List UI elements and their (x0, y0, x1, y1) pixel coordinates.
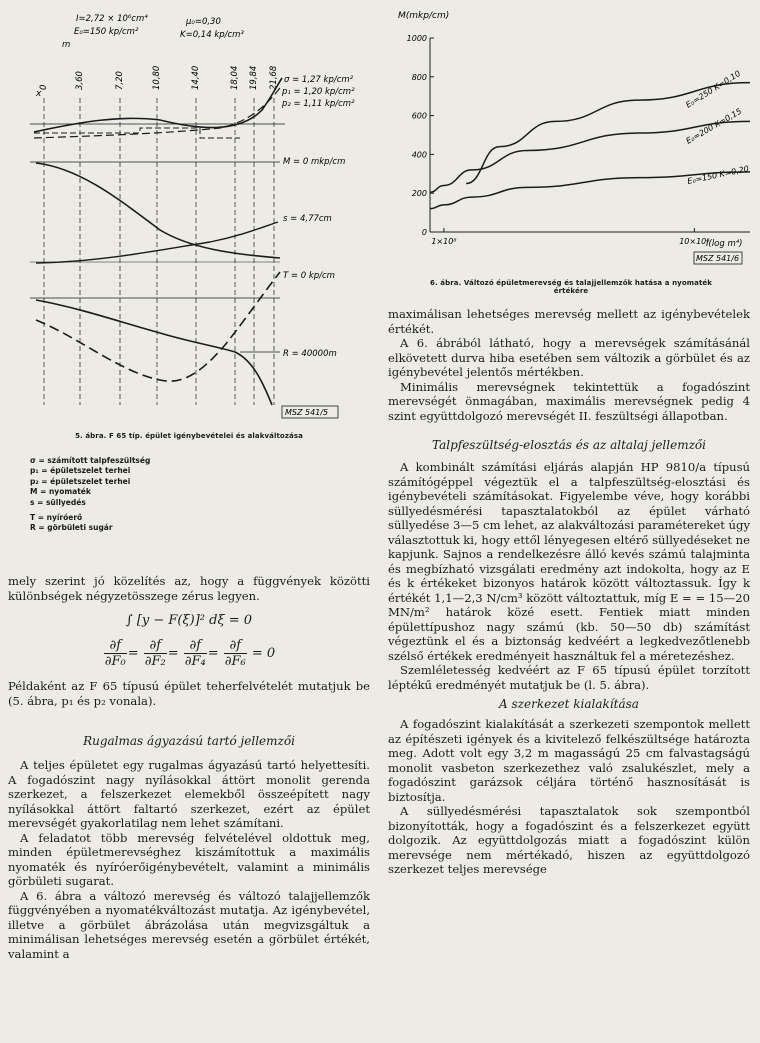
shear-curve (36, 300, 272, 405)
moment-curve (36, 163, 280, 258)
param-modulus: E₀=150 kp/cm² (74, 27, 139, 37)
legend-item: M = nyomaték (30, 487, 91, 497)
label-radius: R = 40000m (283, 349, 337, 359)
paragraph: A 6. ábra a változó merevség és változó talajjellemzők függvényében a nyomatékváltozást mutatja. Az igénybevétel, illetve a görbület ábrázolása után megvizsgáltuk a minimálisan lehetséges merevség esetén a görbület értékét, valamint a (8, 888, 370, 961)
x-tick-label: 10×10⁸ (679, 237, 710, 246)
paragraph: Szemléletesség kedvéért az F 65 típusú épület torzított léptékű eredményét mutatjuk be (l. 5. ábra). (388, 663, 750, 692)
series-label-1: E₀=250 K=0,10 (684, 68, 743, 110)
label-shear: T = 0 kp/cm (283, 271, 335, 281)
paragraph: A kombinált számítási eljárás alapján HP 9810/a típusú számítógéppel végeztük el a talpfeszültség-elosztási és igénybevételi számításokat. Figyelembe véve, hogy korábbi süllyedésmérési tapasztalatokból az épület várható süllyedése 3—5 cm lehet, az alakváltozási paramétereket úgy választottuk ki, hogy ettől lényegesen eltérő süllyedéseket ne kapjunk. Sajnos a rendelkezésre álló kevés számú talajminta és megbízható vizsgálati eredmény azt indokolta, hogy az E és k értékeket bizonyos határok között változtassuk. Így k értékét 1,1—2,3 N/cm³ között változtattuk, míg E = = 15—20 MN/m² határok közé esett. Fentiek miatt minden épülettípushoz nagy számú (kb. 50—50 db) számítást végeztünk el és a biztonság kedvéért a legkedvezőtlenebb szélső értékek eredményeit használtuk fel a méretezéshez. (388, 460, 750, 663)
position-2: 7,20 (115, 71, 125, 90)
partial-derivatives-formula: $\frac{\partial f}{\text{∂F₀}}$ = $\frac{\partial f}{\text{∂F₂}}$ = $\frac{\partial f}{\text{∂F₄}}$ = $\frac{\partial f}{\text{∂F₆}}$ = 0 (104, 638, 276, 669)
radius-curve (36, 272, 280, 381)
figure-6-chart (388, 0, 754, 275)
right-body-text (388, 307, 750, 877)
figure-5-legend (30, 456, 150, 534)
x-axis-label: I(log m⁴) (706, 239, 743, 249)
position-6: 19,84 (249, 65, 259, 90)
position-5: 18,04 (230, 65, 240, 90)
section-heading: Rugalmas ágyazású tartó jellemzői (83, 734, 295, 748)
figure-6-caption-cont: értékére (553, 287, 589, 295)
section-heading: Talpfeszültség-elosztás és az altalaj jellemzői (432, 438, 706, 452)
paragraph: Minimális merevségnek tekintettük a fogadószint merevségét önmagában, maximális merevségnek pedig 4 szint együttdolgozó merevségét II. feszültségi állapotban. (388, 379, 750, 423)
param-k: K=0,14 kp/cm³ (180, 30, 244, 40)
paragraph: A süllyedésmérési tapasztalatok sok szempontból bizonyították, hogy a fogadószint és a felszerkezet együtt dolgozik. Az együttdolgozás miatt a fogadószint külön merevsége nem mértékadó, hiszen az együttdolgozó szerkezet teljes merevsége (388, 804, 750, 876)
legend-item: p₂ = épületszelet terhei (30, 476, 131, 486)
paragraph: Példaként az F 65 típusú épület teherfelvételét mutatjuk be (5. ábra, p₁ és p₂ vonala). (8, 679, 370, 708)
legend-item: R = görbületi sugár (30, 523, 113, 533)
label-settlement: s = 4,77cm (283, 214, 332, 224)
integral-formula: ∫ [y − F(ξ)]² dξ = 0 (125, 613, 253, 628)
position-labels (39, 65, 279, 90)
paragraph: A feladatot több merevség felvételével oldottuk meg, minden épületmerevséghez kiszámítottuk a maximális nyomaték és nyíróerőigénybevételt, valamint a minimális görbületi sugarat. (8, 830, 370, 888)
series-label-2: E₀=200 K=0,15 (684, 106, 744, 146)
x-axis-label: x (36, 89, 42, 99)
position-3: 10,80 (152, 65, 162, 90)
y-tick-label: 800 (411, 72, 427, 82)
response-labels (283, 157, 345, 359)
legend-item: p₁ = épületszelet terhei (30, 466, 131, 476)
series-label-3: E₀=150 K=0,20 (686, 164, 750, 186)
left-body-text (8, 574, 370, 961)
figure-6-caption: 6. ábra. Változó épületmerevség és talajjellemzők hatása a nyomaték (430, 279, 712, 287)
legend-item: s = süllyedés (30, 497, 86, 507)
paragraph: maximálisan lehetséges merevség mellett az igénybevételek értékét. (388, 307, 750, 336)
position-1: 3,60 (75, 71, 85, 90)
label-moment: M = 0 mkp/cm (283, 157, 346, 167)
response-curves (30, 162, 280, 405)
figure-5 (0, 0, 378, 445)
paragraph: A 6. ábrából látható, hogy a merevségek számításánál elkövetett durva hiba esetében sem változik a görbület és az igénybevétel jelentős mértékben. (388, 336, 750, 379)
x-tick-label: 1×10⁸ (431, 237, 457, 246)
param-mu: μ₀=0,30 (186, 17, 221, 27)
section-heading: A szerkezet kialakítása (499, 697, 639, 711)
position-4: 14,40 (191, 65, 201, 90)
load-labels (281, 75, 355, 109)
standard-label-5: MSZ 541/5 (285, 408, 329, 417)
param-m: m (62, 40, 71, 50)
y-tick-label: 1000 (406, 34, 427, 43)
figure-5-caption: 5. ábra. F 65 típ. épület igénybevételei és alakváltozása (75, 432, 303, 440)
y-tick-label: 400 (411, 150, 427, 160)
label-p1: p₁ = 1,20 kp/cm² (282, 87, 355, 97)
param-inertia: I=2,72 × 10⁶cm⁴ (76, 14, 148, 24)
paragraph: mely szerint jó közelítés az, hogy a függvények közötti különbségek négyzetösszege zérus legyen. (8, 574, 370, 603)
y-tick-label: 600 (411, 111, 427, 121)
y-tick-label: 0 (421, 228, 427, 237)
y-axis-label: M(mkp/cm) (398, 11, 450, 21)
position-0: 0 (39, 84, 49, 90)
y-tick-label: 200 (411, 189, 427, 199)
label-p2: p₂ = 1,11 kp/cm² (282, 99, 355, 109)
position-7: 21,68 (269, 65, 279, 90)
label-sigma: σ = 1,27 kp/cm² (284, 75, 354, 85)
legend-item: T = nyíróerő (30, 513, 83, 523)
dashed-guides (44, 98, 274, 405)
paragraph: A teljes épületet egy rugalmas ágyazású tartó helyettesíti. A fogadószint nagy nyílásokkal áttört monolit gerenda szerkezet, a felszerkezet elemekből összeépített nagy nyílásokkal áttört faltartó szerkezet, ezért az épület merevségét gyakorlatilag nem lehet számítani. (8, 758, 370, 830)
paragraph: A fogadószint kialakítását a szerkezeti szempontok mellett az építészeti igények és a kivitelező felkészültsége határozta meg. Adott volt egy 3,2 m magasságú 25 cm falvastagságú monolit vasbeton szerkezethez való zsalukészlet, mely a fogadószint garázsok céljára történő hasznosítását is biztosítja. (388, 717, 750, 804)
standard-label-6: MSZ 541/6 (696, 254, 740, 263)
legend-item: σ = számított talpfeszültség (30, 456, 151, 465)
